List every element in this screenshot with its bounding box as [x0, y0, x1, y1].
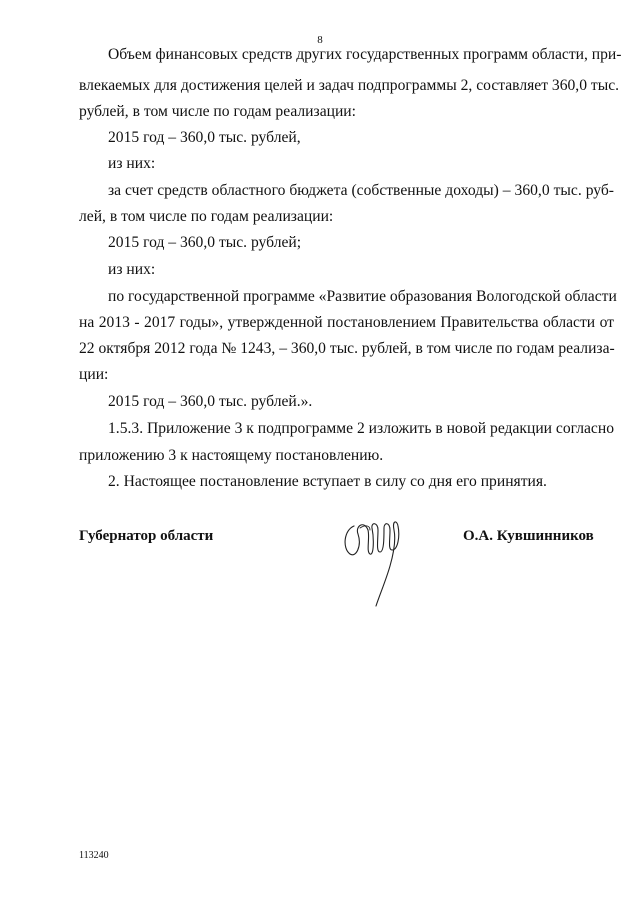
paragraph-line: влекаемых для достижения целей и задач подпрограммы 2, составляет 360,0 тыс. — [79, 77, 620, 94]
paragraph-line: из них: — [108, 261, 156, 278]
paragraph-line: из них: — [108, 155, 156, 172]
paragraph-line: лей, в том числе по годам реализации: — [79, 208, 334, 225]
document-code: 113240 — [79, 850, 109, 861]
paragraph-line: за счет средств областного бюджета (собственные доходы) – 360,0 тыс. руб- — [108, 182, 614, 199]
paragraph-line: 2015 год – 360,0 тыс. рублей, — [108, 129, 301, 146]
page-number: 8 — [317, 34, 323, 46]
paragraph-line: на 2013 - 2017 годы», утвержденной постановлением Правительства области от — [79, 314, 614, 331]
signatory-title: Губернатор области — [79, 528, 214, 544]
paragraph-line: ции: — [79, 366, 109, 383]
paragraph-line: рублей, в том числе по годам реализации: — [79, 103, 356, 120]
paragraph-line: 2015 год – 360,0 тыс. рублей.». — [108, 393, 313, 410]
paragraph-line: по государственной программе «Развитие образования Вологодской области — [108, 288, 617, 305]
paragraph-line: Объем финансовых средств других государственных программ области, при- — [108, 46, 622, 63]
paragraph-line: 1.5.3. Приложение 3 к подпрограмме 2 изложить в новой редакции согласно — [108, 420, 614, 437]
paragraph-line: 2. Настоящее постановление вступает в силу со дня его принятия. — [108, 473, 547, 490]
handwritten-signature — [340, 508, 420, 608]
paragraph-line: приложению 3 к настоящему постановлению. — [79, 447, 384, 464]
signatory-name: О.А. Кувшинников — [463, 528, 594, 544]
paragraph-line: 22 октября 2012 года № 1243, – 360,0 тыс. рублей, в том числе по годам реализа- — [79, 340, 615, 357]
paragraph-line: 2015 год – 360,0 тыс. рублей; — [108, 234, 302, 251]
